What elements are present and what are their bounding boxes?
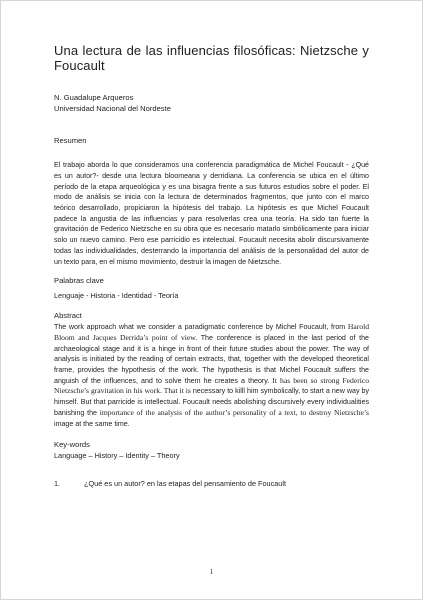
page-number: 1 [209, 568, 214, 576]
abstract-text-2: Harold Bloom and Jacques Derrida’s point of view. [54, 322, 369, 342]
page-content [54, 43, 369, 489]
palabras-clave-list: Lenguaje - Historia - Identidad - Teoría [54, 291, 179, 301]
abstract-heading: Abstract [54, 311, 82, 321]
resumen-body: El trabajo aborda lo que consideramos una conferencia paradigmática de Michel Foucault - ¿Qué es un autor?- desde una lectura bloomeana y derridiana. La conferencia se ubica en el último período de la etapa arqueológica y es una bisagra frente a sus futuros estudios sobre el poder. El modo de análisis se inicia con la lectura de determinados fragmentos, que junto con el marco teórico desarrollado, propiciaron la hipótesis del trabajo. La hipótesis es que Michel Foucault padece la angustia de las influencias y para resolverlas crea una teoría. Ha sido tan fuerte la gravitación de Federico Nietzsche en su obra que es necesario matarlo simbólicamente para iniciar solo un nuevo camino. Pero ese parricidio es intelectual. Foucault necesita abolir discursivamente todas las individualidades, desterrando la importancia del análisis de la personalidad del autor de un texto para, en el mismo movimiento, destruir la imagen de Nietzsche. [54, 161, 369, 266]
palabras-clave-heading: Palabras clave [54, 276, 104, 286]
abstract-text-6: importance of the analysis of the author’s personality of a text, to destroy Nietzsche’s [99, 407, 369, 417]
author-affiliation: Universidad Nacional del Nordeste [54, 103, 171, 113]
abstract-text-5: necessary to killl him symbolically, to start a new way by himself. But that parricide is intellectual. Foucault needs abolishing discursively every individualities banishing the [54, 387, 369, 417]
abstract-text-7: image at the same time. [54, 419, 130, 428]
section-title: ¿Qué es un autor? en las etapas del pensamiento de Foucault [84, 479, 287, 489]
abstract-text-3: The conference is placed in the last period of the archaeological stage and it is a hinge in front of their future studies about the power. The way of analysis is initiated by the reading of certain extracts, that, together with the developed theoretical frame, provides the hypothesis of the work. The hypothesis is that Michel Foucault suffers the anguish of the influences, and to solve them he creates a theory. [54, 333, 369, 385]
paper-title: Una lectura de las influencias filosóficas: Nietzsche y Foucault [54, 43, 369, 73]
section-number: 1. [54, 479, 61, 489]
author-name: N. Guadalupe Arqueros [54, 93, 134, 102]
section-heading-1 [54, 479, 369, 489]
abstract-text-1: The work approach what we consider a paradigmatic conference by Michel Foucault, from [54, 323, 348, 332]
abstract-text-4: It has been so strong Federico Nietzsche’s gravitation in his work. That it is [54, 375, 370, 396]
abstract-body [54, 322, 369, 429]
key-words-list: Language – History – Identity – Theory [54, 451, 180, 461]
key-words-heading: Key-words [54, 440, 90, 450]
author-block [54, 93, 369, 114]
resumen-heading: Resumen [54, 136, 87, 146]
